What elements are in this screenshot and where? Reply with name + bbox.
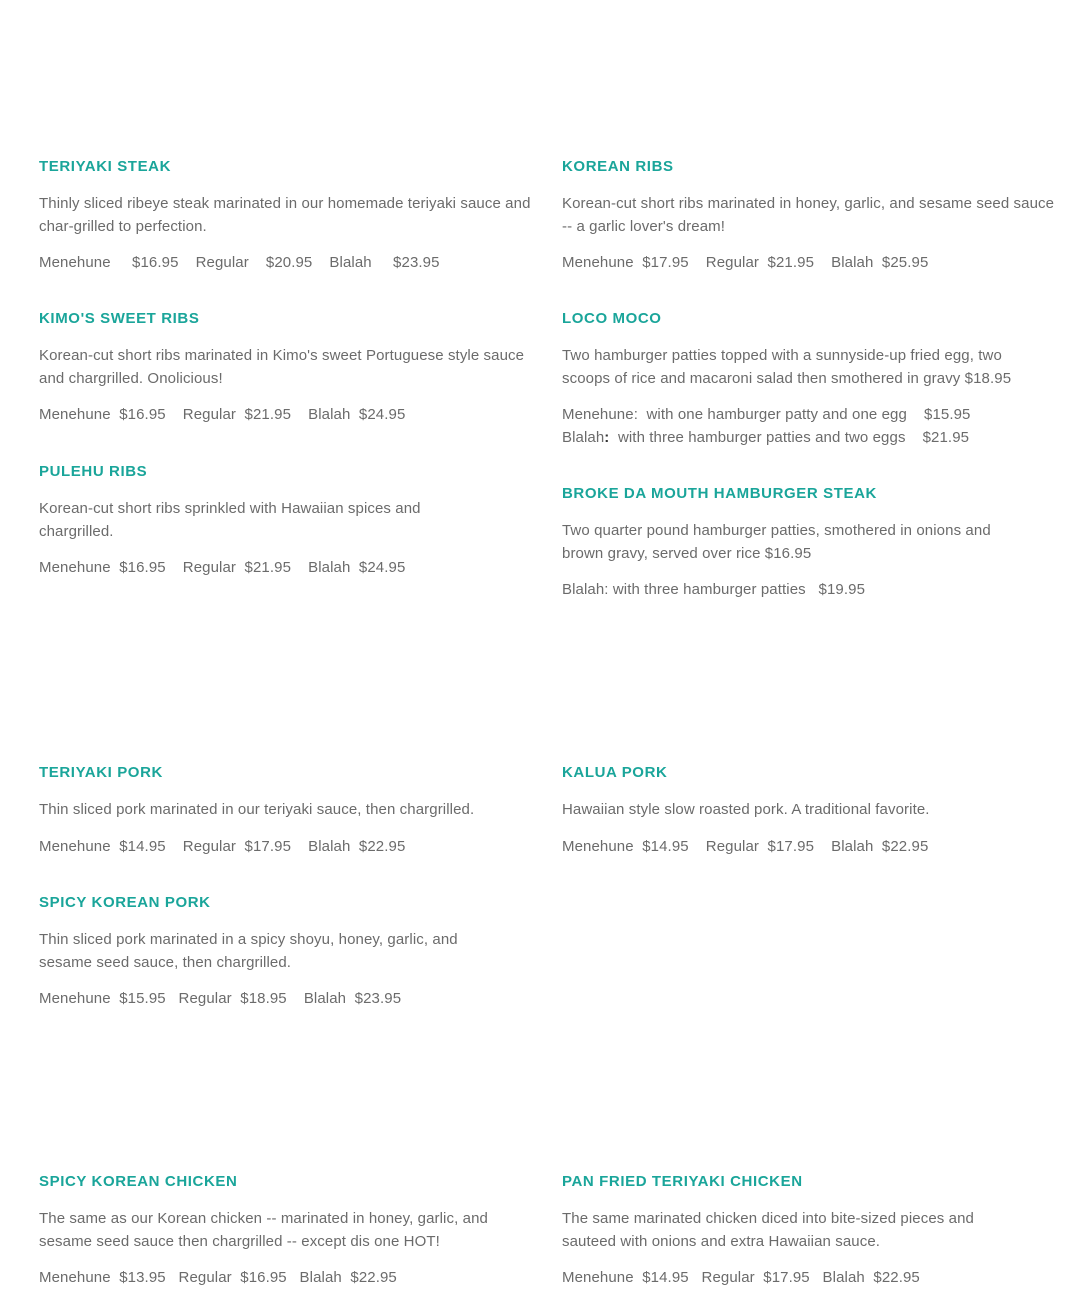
menu-item-teriyaki-steak xyxy=(39,157,539,275)
menu-item-pulehu-ribs xyxy=(39,462,539,580)
menu-item-korean-ribs xyxy=(562,157,1062,275)
item-title: KOREAN RIBS xyxy=(562,158,674,175)
item-title: KIMO'S SWEET RIBS xyxy=(39,310,200,327)
menu-item-kimos-sweet-ribs xyxy=(39,309,539,427)
item-description: Korean-cut short ribs marinated in honey, garlic, and sesame seed sauce -- a garlic lover's dream! xyxy=(562,195,1055,235)
menu-item-loco-moco xyxy=(562,309,1062,449)
item-description: Korean-cut short ribs sprinkled with Hawaiian spices and chargrilled. xyxy=(39,500,421,540)
item-prices: Menehune $14.95 Regular $17.95 Blalah $22.95 xyxy=(562,1269,920,1286)
item-description: Hawaiian style slow roasted pork. A traditional favorite. xyxy=(562,801,930,818)
menu-item-kalua-pork xyxy=(562,763,1062,858)
menu-item-teriyaki-pork xyxy=(39,763,539,858)
item-title: KALUA PORK xyxy=(562,764,668,781)
item-prices: Menehune $14.95 Regular $17.95 Blalah $22.95 xyxy=(39,837,406,855)
item-prices: Menehune $13.95 Regular $16.95 Blalah $22.95 xyxy=(39,1269,397,1286)
item-title: PULEHU RIBS xyxy=(39,463,148,480)
item-prices: Menehune $16.95 Regular $20.95 Blalah $23.95 xyxy=(39,254,440,271)
item-prices: Blalah: with three hamburger patties $19.95 xyxy=(562,581,866,598)
item-title: PAN FRIED TERIYAKI CHICKEN xyxy=(562,1173,803,1190)
item-price-blalah xyxy=(562,427,1062,450)
item-price-menehune: Menehune: with one hamburger patty and one egg $15.95 xyxy=(562,406,971,423)
item-title: SPICY KOREAN CHICKEN xyxy=(39,1173,238,1190)
item-title: BROKE DA MOUTH HAMBURGER STEAK xyxy=(562,485,877,502)
item-prices: Menehune $14.95 Regular $17.95 Blalah $22.95 xyxy=(562,837,929,855)
item-description: Korean-cut short ribs marinated in Kimo's sweet Portuguese style sauce and chargrilled. Onolicious! xyxy=(39,347,525,387)
menu-item-pan-fried-teriyaki-chicken xyxy=(562,1172,1062,1290)
menu-item-spicy-korean-pork xyxy=(39,893,539,1011)
item-prices: Menehune $16.95 Regular $21.95 Blalah $24.95 xyxy=(39,406,406,423)
blalah-detail: with three hamburger patties and two eggs $21.95 xyxy=(609,428,970,446)
item-description: Thin sliced pork marinated in a spicy shoyu, honey, garlic, and sesame seed sauce, then chargrilled. xyxy=(39,931,458,971)
item-title: TERIYAKI STEAK xyxy=(39,158,172,175)
item-description: Two hamburger patties topped with a sunnyside-up fried egg, two scoops of rice and macaroni salad then smothered in gravy $18.95 xyxy=(562,347,1012,387)
item-description: Thin sliced pork marinated in our teriyaki sauce, then chargrilled. xyxy=(39,801,475,818)
item-title: LOCO MOCO xyxy=(562,310,662,327)
item-prices: Menehune $17.95 Regular $21.95 Blalah $25.95 xyxy=(562,254,929,271)
item-prices: Menehune $15.95 Regular $18.95 Blalah $23.95 xyxy=(39,990,402,1007)
menu-item-spicy-korean-chicken xyxy=(39,1172,539,1290)
item-description: Thinly sliced ribeye steak marinated in our homemade teriyaki sauce and char-grilled to perfection. xyxy=(39,195,531,235)
item-prices: Menehune $16.95 Regular $21.95 Blalah $24.95 xyxy=(39,559,406,576)
blalah-label: Blalah xyxy=(562,428,605,446)
item-title: TERIYAKI PORK xyxy=(39,764,163,781)
item-description: The same as our Korean chicken -- marinated in honey, garlic, and sesame seed sauce then chargrilled -- except dis one HOT! xyxy=(39,1210,488,1250)
item-description: The same marinated chicken diced into bite-sized pieces and sauteed with onions and extra Hawaiian sauce. xyxy=(562,1210,974,1250)
item-title: SPICY KOREAN PORK xyxy=(39,894,211,911)
blalah-colon: : xyxy=(604,428,610,446)
item-description: Two quarter pound hamburger patties, smothered in onions and brown gravy, served over rice $16.95 xyxy=(562,522,991,562)
menu-item-broke-da-mouth xyxy=(562,484,1062,602)
